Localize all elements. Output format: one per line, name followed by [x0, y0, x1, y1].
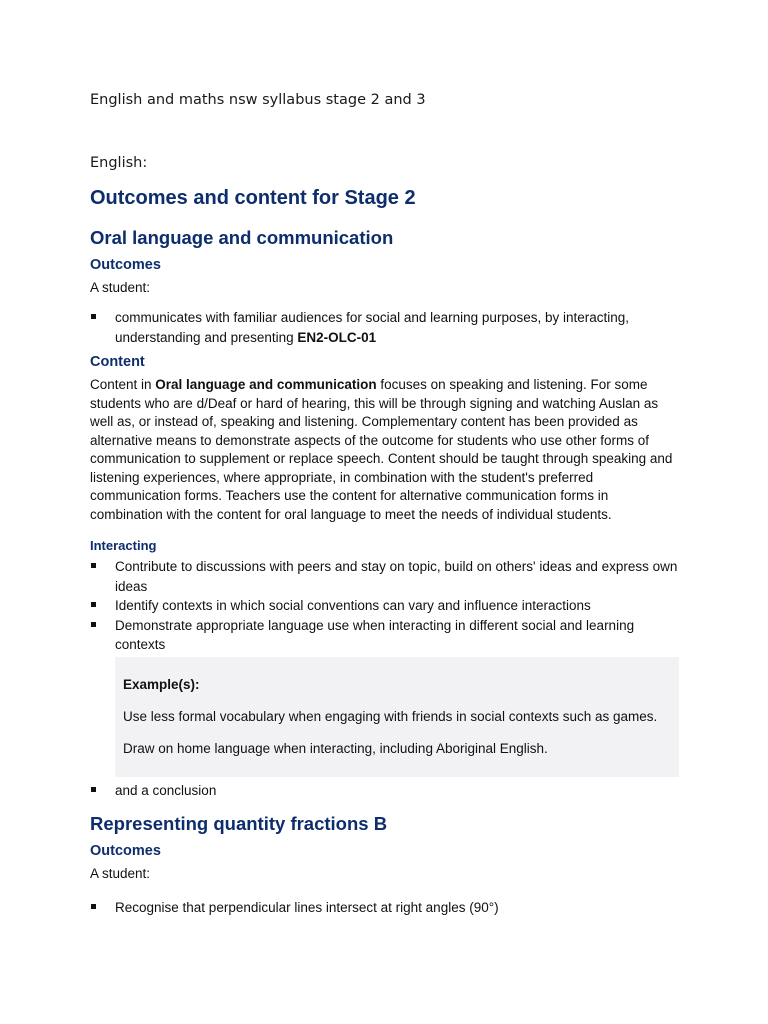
bullet-icon [91, 787, 96, 792]
list-item [90, 781, 680, 801]
list-item-text: Recognise that perpendicular lines intersect at right angles (90°) [115, 900, 499, 915]
example-line: Draw on home language when interacting, including Aboriginal English. [123, 741, 548, 756]
content-prefix: Content in [90, 377, 156, 392]
examples-heading: Example(s): [123, 677, 200, 692]
english-label: English: [90, 155, 148, 171]
content-heading: Content [90, 354, 145, 370]
list-item-text: Demonstrate appropriate language use when interacting in different social and learning contexts [115, 617, 635, 652]
list-item [90, 898, 680, 918]
bullet-icon [91, 622, 96, 627]
bullet-icon [91, 314, 96, 319]
content-bold-term: Oral language and communication [155, 377, 377, 392]
bullet-icon [91, 904, 96, 909]
fractions-outcomes-intro: A student: [90, 866, 151, 881]
content-body: focuses on speaking and listening. For some students who are d/Deaf or hard of hearing, this will be through signing and watching Auslan as well as, or instead of, speaking and listening. Complementary content has been provided as alternative means to demonstrate aspects of the outcome for students who use other forms of communication to supplement or replace speech. Content should be taught through speaking and listening experiences, where appropriate, in combination with the student's preferred communication forms. Teachers use the content for alternative communication forms in combination with the content for oral language to meet the needs of individual students. [90, 377, 673, 522]
oral-language-heading: Oral language and communication [90, 227, 394, 248]
bullet-icon [91, 602, 96, 607]
trailing-list [90, 781, 680, 801]
outcome-code: EN2-OLC-01 [297, 329, 377, 345]
examples-box [115, 657, 679, 777]
fractions-outcomes-list [90, 898, 680, 918]
outcomes-heading: Outcomes [90, 257, 161, 273]
interacting-heading: Interacting [90, 538, 157, 553]
bullet-icon [91, 563, 96, 568]
list-item [90, 616, 680, 655]
example-line: Use less formal vocabulary when engaging with friends in social contexts such as games. [123, 709, 658, 724]
document-title: English and maths nsw syllabus stage 2 and 3 [90, 92, 426, 108]
outcomes-list [90, 308, 680, 347]
list-item-text: Contribute to discussions with peers and stay on topic, build on others' ideas and express own ideas [115, 559, 678, 594]
interacting-list [90, 557, 680, 655]
list-item [90, 557, 680, 596]
list-item-text: and a conclusion [115, 783, 217, 798]
list-item-text: Identify contexts in which social conventions can vary and influence interactions [115, 598, 591, 613]
fractions-outcomes-heading: Outcomes [90, 843, 161, 859]
list-item [90, 596, 680, 616]
stage2-heading: Outcomes and content for Stage 2 [90, 187, 416, 209]
list-item [90, 308, 680, 347]
fractions-heading: Representing quantity fractions B [90, 813, 388, 834]
outcome-text: communicates with familiar audiences for social and learning purposes, by interacting, understanding and presenting [115, 310, 630, 345]
content-paragraph [90, 376, 680, 524]
outcomes-intro: A student: [90, 280, 151, 295]
